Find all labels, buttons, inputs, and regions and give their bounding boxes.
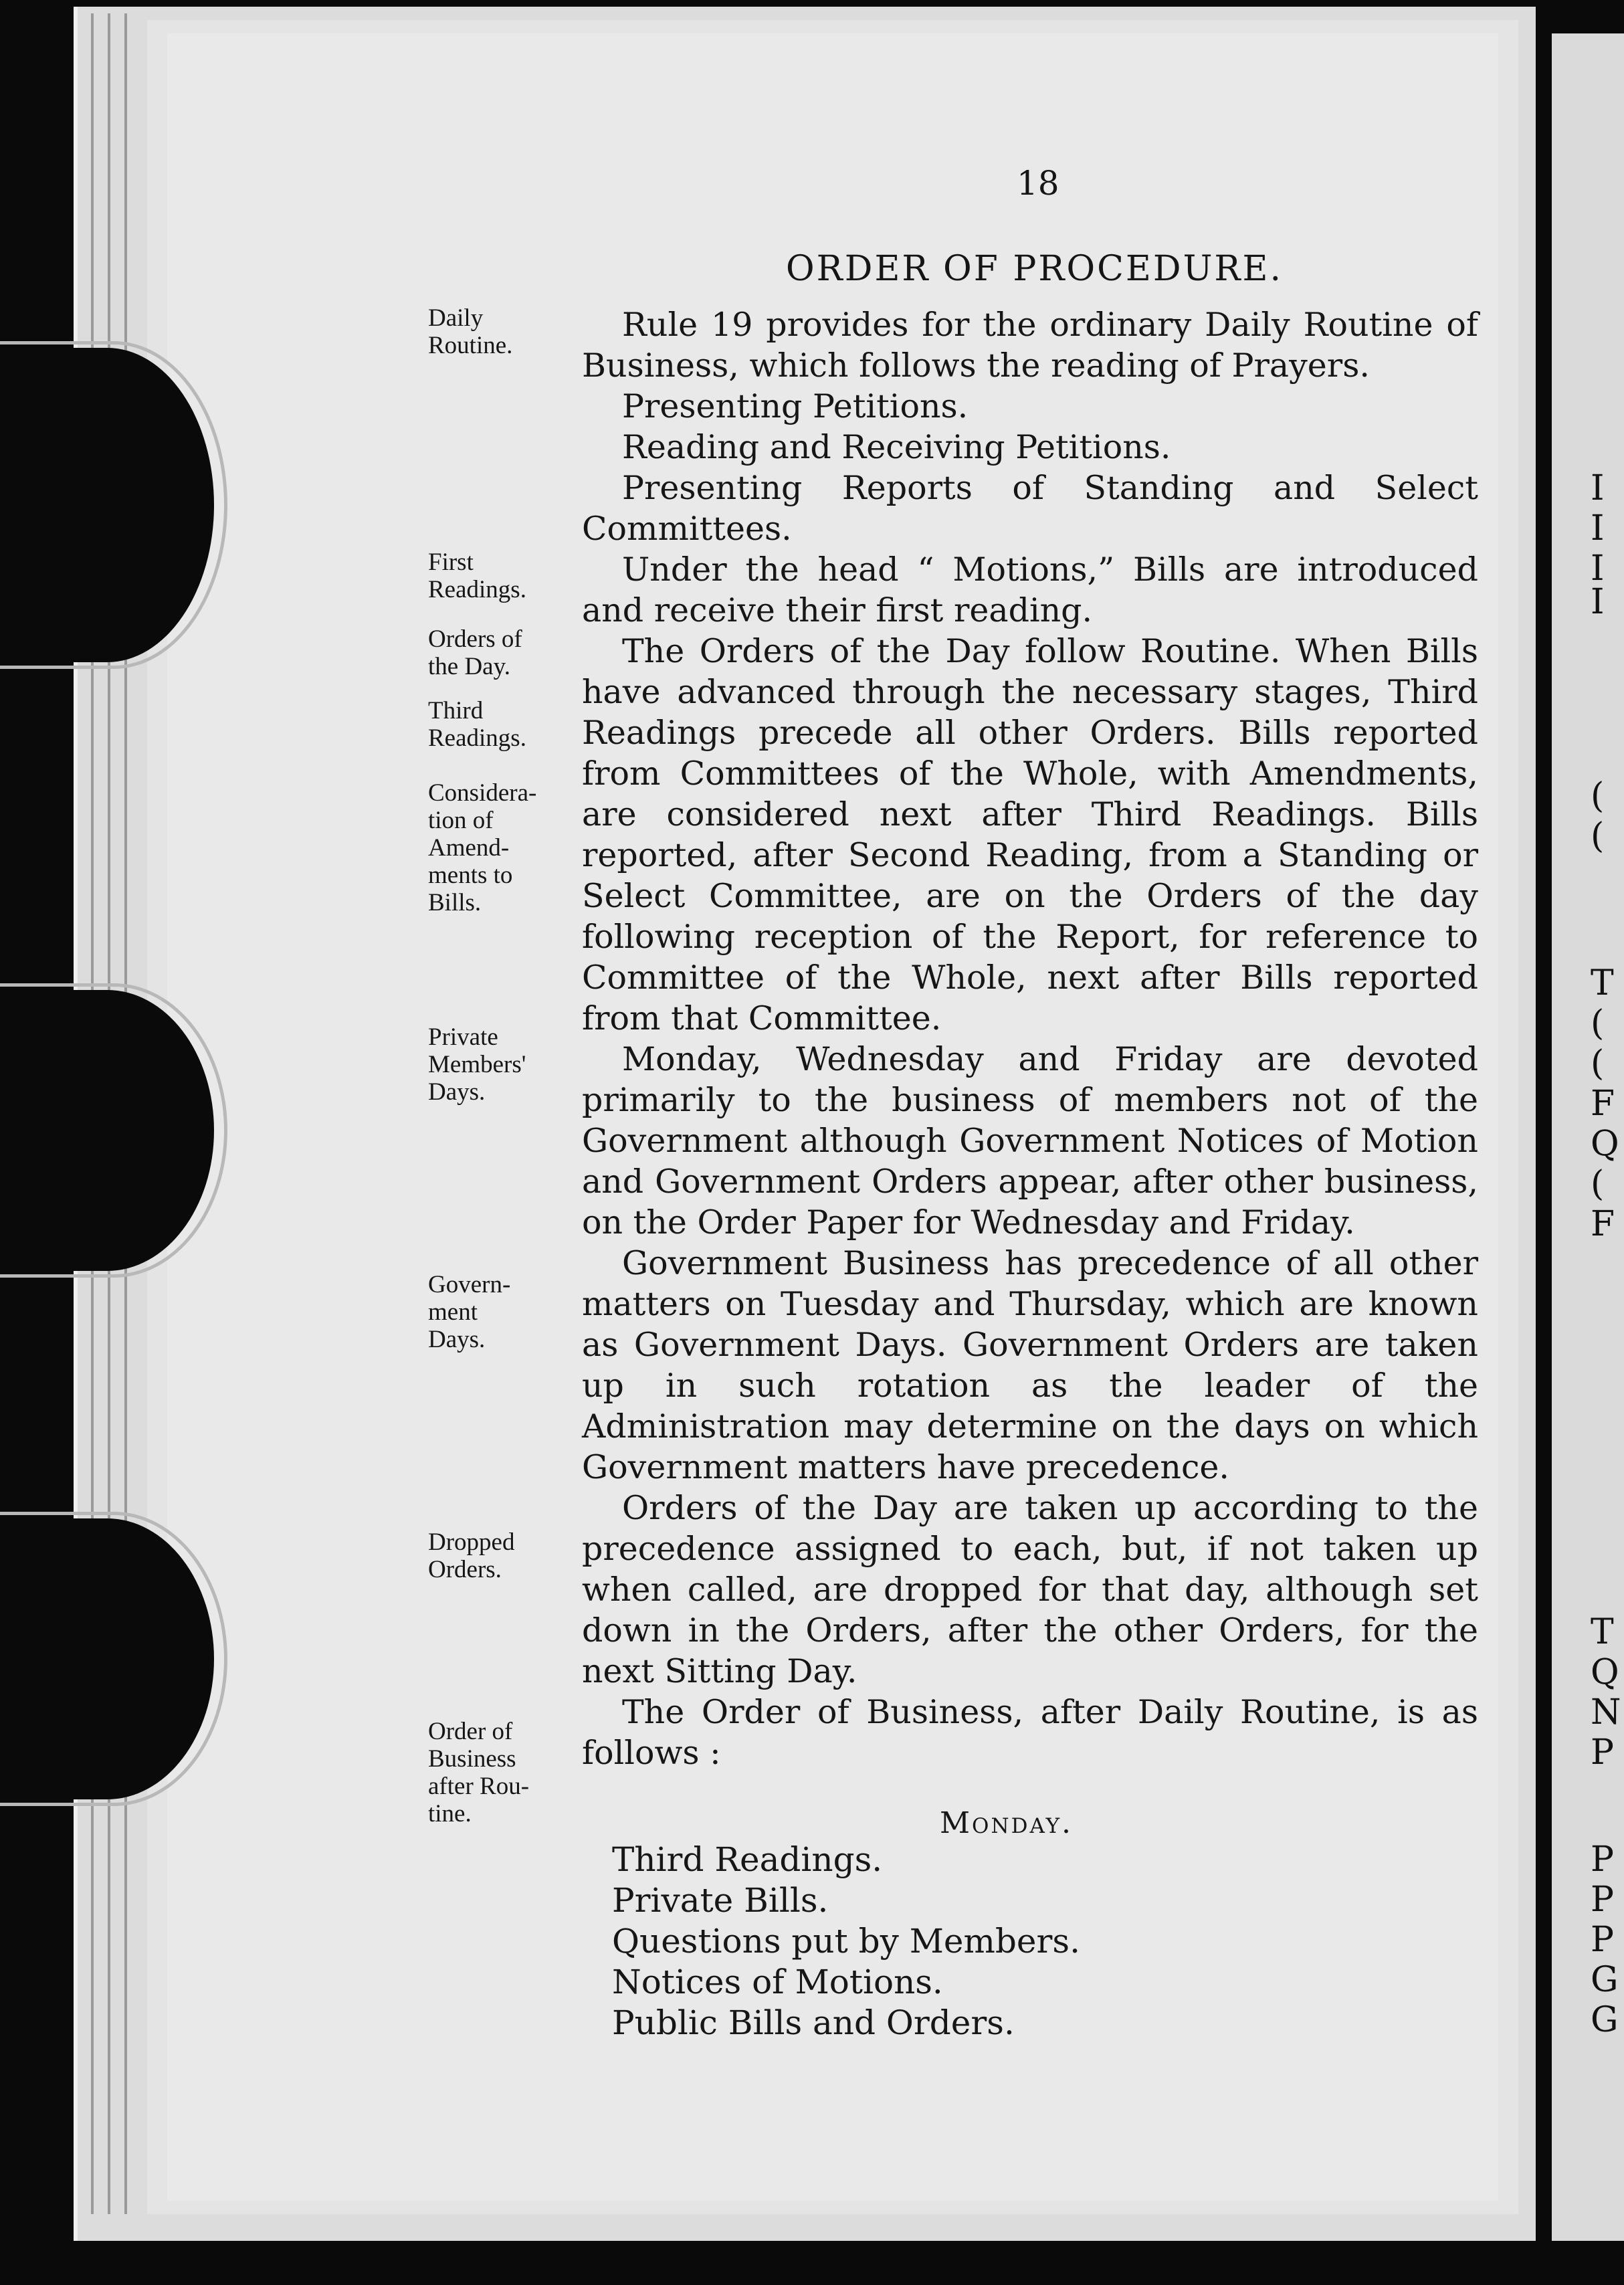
margin-note-daily-routine: Daily Routine. bbox=[428, 304, 513, 359]
paragraph-private-members-days: Monday, Wednesday and Friday are devoted primarily to the business of members not of the Government although Government Notices of Motion and Government Orders appear, after other business, on the Order Paper for Wednesday and Friday. bbox=[582, 1040, 1478, 1241]
facing-page-letter: F bbox=[1591, 1084, 1615, 1124]
facing-page-letter: ( bbox=[1591, 1003, 1605, 1044]
list-item: Third Readings. bbox=[612, 1840, 883, 1879]
facing-page-letter: I bbox=[1591, 582, 1605, 622]
facing-page-letter: G bbox=[1591, 2000, 1619, 2040]
thumb-notch bbox=[0, 1518, 214, 1799]
paragraph-orders-of-the-day: The Orders of the Day follow Routine. When Bills have advanced through the necessary stages, Third Readings precede all other Orders. Bills reported from Committees of the Whole, with Amendments, are considered next after Third Readings. Bills reported, after Second Reading, from a Standing or Select Committee, are on the Orders of the day following reception of the Report, for reference to Committee of the Whole, next after Bills reported from that Committee. bbox=[582, 632, 1478, 1037]
facing-page-letter: N bbox=[1591, 1692, 1621, 1732]
margin-note-third-readings: Third Readings. bbox=[428, 697, 526, 752]
paragraph-first-readings: Under the head “ Motions,” Bills are introduced and receive their first reading. bbox=[582, 551, 1478, 629]
facing-page-letter: T bbox=[1591, 1612, 1614, 1652]
thumb-notch bbox=[0, 990, 214, 1271]
monday-heading: Monday. bbox=[940, 1806, 1074, 1840]
facing-page-letter: ( bbox=[1591, 1044, 1605, 1084]
facing-page-letter: Q bbox=[1591, 1124, 1619, 1164]
facing-page-letter: P bbox=[1591, 1732, 1614, 1773]
facing-page-letter: ( bbox=[1591, 776, 1605, 816]
margin-note-private-members-days: Private Members' Days. bbox=[428, 1023, 526, 1106]
list-item: Notices of Motions. bbox=[612, 1963, 943, 2001]
paragraph-government-days: Government Business has precedence of all other matters on Tuesday and Thursday, which are known as Government Days. Government Orders are taken up in such rotation as the leader of the Administration may determine on the days on which Government matters have precedence. bbox=[582, 1244, 1478, 1486]
facing-page-letter: Q bbox=[1591, 1652, 1619, 1692]
facing-page-letter: ( bbox=[1591, 816, 1605, 856]
facing-page-letter: P bbox=[1591, 1840, 1614, 1880]
margin-note-order-of-business: Order of Business after Rou- tine. bbox=[428, 1718, 530, 1827]
facing-page-letter: I bbox=[1591, 468, 1605, 508]
bottom-shadow bbox=[0, 2241, 1624, 2285]
thumb-notch bbox=[0, 348, 214, 662]
facing-page-letter: P bbox=[1591, 1920, 1614, 1960]
list-item: Private Bills. bbox=[612, 1881, 829, 1920]
routine-item: Presenting Petitions. bbox=[622, 387, 969, 425]
facing-page-letter: G bbox=[1591, 1960, 1619, 2000]
facing-page-letter: T bbox=[1591, 963, 1614, 1003]
facing-page-letter: ( bbox=[1591, 1164, 1605, 1204]
paragraph-dropped-orders: Orders of the Day are taken up according to the precedence assigned to each, but, if not taken up when called, are dropped for that day, although set down in the Orders, after the other Orders, for the next Sitting Day. bbox=[582, 1489, 1478, 1690]
routine-item: Presenting Reports of Standing and Select Committees. bbox=[582, 469, 1478, 548]
margin-note-dropped-orders: Dropped Orders. bbox=[428, 1528, 515, 1583]
facing-page-letter: F bbox=[1591, 1204, 1615, 1244]
monday-order-list bbox=[612, 1840, 1080, 2044]
page-number: 18 bbox=[1017, 164, 1059, 203]
facing-page-letter: I bbox=[1591, 508, 1605, 549]
paragraph-daily-routine bbox=[582, 304, 1478, 1773]
list-item: Public Bills and Orders. bbox=[612, 2003, 1015, 2042]
margin-note-government-days: Govern- ment Days. bbox=[428, 1271, 511, 1353]
facing-page-letter: I bbox=[1591, 549, 1605, 589]
margin-note-amendments: Considera- tion of Amend- ments to Bills. bbox=[428, 779, 537, 916]
list-item: Questions put by Members. bbox=[612, 1922, 1080, 1961]
paragraph-order-of-business: The Order of Business, after Daily Routine, is as follows : bbox=[582, 1693, 1478, 1772]
page-title: ORDER OF PROCEDURE. bbox=[786, 249, 1284, 289]
facing-page-letter: P bbox=[1591, 1880, 1614, 1920]
margin-note-orders-of-the-day: Orders of the Day. bbox=[428, 625, 522, 680]
margin-note-first-readings: First Readings. bbox=[428, 549, 526, 603]
paragraph-text: Rule 19 provides for the ordinary Daily Routine of Business, which follows the reading of Prayers. bbox=[582, 306, 1478, 385]
routine-item: Reading and Receiving Petitions. bbox=[622, 428, 1171, 466]
